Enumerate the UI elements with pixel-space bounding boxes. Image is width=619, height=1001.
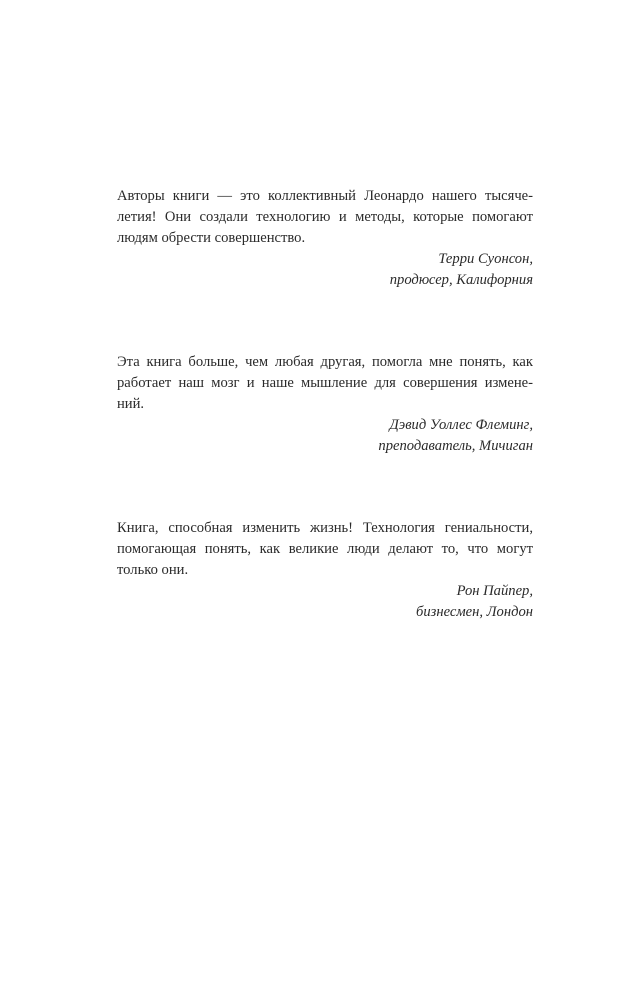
testimonial-quote [117,518,533,623]
quote-author-role: преподаватель, Мичиган [378,438,533,454]
quote-line: Авторы книги — это коллективный Леонардо нашего тысяче- [117,188,533,204]
quote-text [117,352,533,415]
testimonial-quote [117,352,533,457]
quote-line: людям обрести совершенство. [117,230,306,246]
quote-text [117,186,533,249]
quote-line: летия! Они создали технологию и методы, которые помогают [117,209,533,225]
quote-attribution [117,249,533,291]
quote-author-role: продюсер, Калифорния [389,272,533,288]
quote-author: Терри Суонсон, [438,251,533,267]
quote-line: помогающая понять, как великие люди делают то, что могут [117,541,533,557]
quote-line: Книга, способная изменить жизнь! Технология гениальности, [117,520,533,536]
testimonial-quote [117,186,533,291]
quote-line: только они. [117,562,189,578]
quote-text [117,518,533,581]
quote-attribution [117,415,533,457]
quote-line: ний. [117,396,145,412]
quote-attribution [117,581,533,623]
quote-author: Дэвид Уоллес Флеминг, [389,417,533,433]
quote-author: Рон Пайпер, [456,583,533,599]
quote-line: работает наш мозг и наше мышление для совершения измене- [117,375,533,391]
quote-author-role: бизнесмен, Лондон [416,604,533,620]
quote-line: Эта книга больше, чем любая другая, помогла мне понять, как [117,354,533,370]
